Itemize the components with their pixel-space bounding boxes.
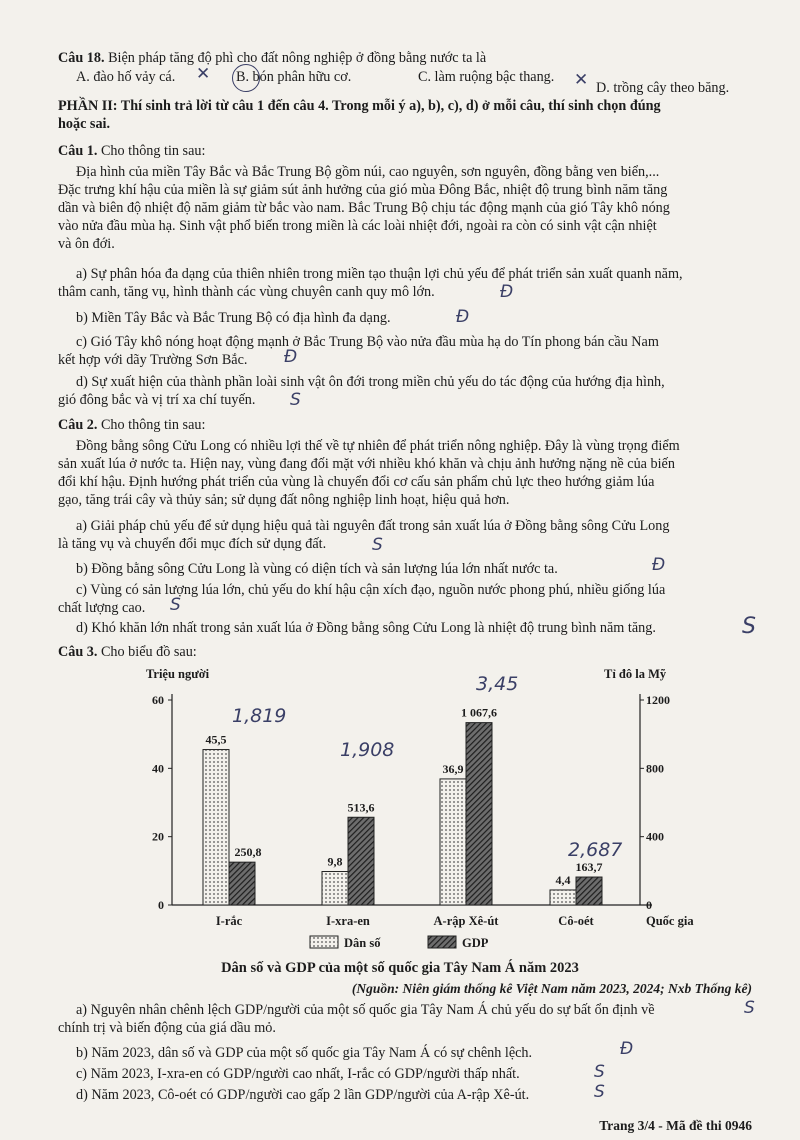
q18-stem: Biện pháp tăng độ phì cho đất nông nghiệp ở đồng bằng nước ta là: [108, 50, 487, 66]
handwritten-note: 2,687: [568, 839, 623, 861]
c2-paragraph-line: Đồng bằng sông Cửu Long có nhiều lợi thế về tự nhiên để phát triển nông nghiệp. Đây là vùng trọng điểm: [76, 438, 680, 454]
q18a-cross-mark: ✕: [196, 64, 211, 84]
right-axis-tick-label: 400: [646, 829, 664, 844]
c1-paragraph-line: Địa hình của miền Tây Bắc và Bắc Trung Bộ gồm núi, cao nguyên, sơn nguyên, đồng bằng ven biển,...: [76, 164, 660, 180]
left-axis-label: Triệu người: [146, 667, 210, 681]
c1-statement-a-cont: thâm canh, tăng vụ, hình thành các vùng chuyên canh quy mô lớn.: [58, 284, 435, 300]
chart-handwritten-notes: [232, 673, 622, 861]
c1a-mark: Đ: [500, 282, 514, 302]
chart-caption: Dân số và GDP của một số quốc gia Tây Nam Á năm 2023: [221, 960, 579, 976]
part2-heading-line1: PHẦN II: Thí sinh trả lời từ câu 1 đến câu 4. Trong mỗi ý a), b), c), d) ở mỗi câu, thí sinh chọn đúng: [58, 98, 661, 114]
c2a-mark: S: [372, 535, 383, 555]
left-axis-tick-label: 60: [152, 693, 164, 707]
c2b-mark: Đ: [652, 555, 666, 575]
c1-statement-b: b) Miền Tây Bắc và Bắc Trung Bộ có địa hình đa dạng.: [76, 310, 391, 326]
bar-population-label: 45,5: [205, 732, 227, 747]
bar-population: [440, 779, 466, 905]
c3-title: Câu 3.: [58, 644, 98, 660]
c2-statement-b: b) Đồng bằng sông Cửu Long là vùng có diện tích và sản lượng lúa lớn nhất nước ta.: [76, 561, 558, 577]
c3-statement-b: b) Năm 2023, dân số và GDP của một số quốc gia Tây Nam Á có sự chênh lệch.: [76, 1045, 533, 1061]
page-footer: Trang 3/4 - Mã đề thi 0946: [599, 1118, 752, 1133]
c1-paragraph-line: dần và biên độ nhiệt độ năm giảm từ bắc vào nam. Bắc Trung Bộ chịu tác động mạnh của gió Tây khô nóng: [58, 200, 670, 216]
c3-heading: [58, 644, 197, 661]
bar-gdp-label: 250,8: [234, 845, 262, 860]
c1-statement-d: d) Sự xuất hiện của thành phần loài sinh vật ôn đới trong miền chủ yếu do tác động của hướng địa hình,: [76, 374, 665, 390]
left-axis-tick-label: 0: [158, 898, 164, 912]
legend-gdp-label: GDP: [462, 936, 489, 950]
right-axis-tick-label: 800: [646, 761, 664, 776]
q18-option-b: B. bón phân hữu cơ.: [236, 69, 352, 85]
c2-statement-a: a) Giải pháp chủ yếu để sử dụng hiệu quả tài nguyên đất trong sản xuất lúa ở Đồng bằng sông Cửu Long: [76, 518, 670, 534]
c1-paragraph-line: vào nửa đầu mùa hạ. Sinh vật phổ biến trong miền là các loài nhiệt đới, ngoài ra còn có sinh vật cận nhiệt: [58, 218, 657, 234]
c2-heading: [58, 417, 205, 434]
handwritten-note: 1,908: [340, 739, 395, 761]
c1-paragraph-line: Đặc trưng khí hậu của miền là sự giảm sút ảnh hưởng của gió mùa Đông Bắc, nhiệt độ trung bình năm tăng: [58, 182, 668, 198]
handwritten-note: 1,819: [232, 705, 287, 727]
bar-gdp-label: 513,6: [347, 800, 375, 815]
c3c-mark: S: [594, 1062, 605, 1082]
q18-option-a: A. đào hố vảy cá.: [76, 69, 176, 85]
c1-statement-c-cont: kết hợp với dãy Trường Sơn Bắc.: [58, 352, 248, 368]
right-axis-tick-label: 0: [646, 898, 652, 912]
c1d-mark: S: [290, 390, 301, 410]
c3-statement-c: c) Năm 2023, I-xra-en có GDP/người cao nhất, I-rắc có GDP/người thấp nhất.: [76, 1066, 520, 1082]
c2-statement-c-cont: chất lượng cao.: [58, 600, 146, 616]
c2c-mark: S: [170, 595, 181, 615]
bar-population: [203, 750, 229, 905]
c2-title: Câu 2.: [58, 417, 98, 433]
c1-title: Câu 1.: [58, 143, 98, 159]
bar-population-label: 36,9: [442, 761, 464, 776]
q18-stem-line: [58, 50, 486, 67]
part2-heading-line2: hoặc sai.: [58, 116, 111, 132]
category-label: Cô-oét: [558, 914, 594, 928]
c2d-mark: S: [742, 614, 756, 639]
bar-population: [550, 890, 576, 905]
c2-paragraph-line: đổi khí hậu. Định hướng phát triển của vùng là chuyển đổi cơ cấu sản phẩm chủ lực theo hướng giảm lúa: [58, 474, 655, 490]
bar-gdp: [466, 723, 492, 905]
c2-statement-d: d) Khó khăn lớn nhất trong sản xuất lúa ở Đồng bằng sông Cửu Long là nhiệt độ trung bình năm tăng.: [76, 620, 656, 636]
bar-gdp: [229, 862, 255, 905]
bar-gdp-label: 1 067,6: [461, 705, 497, 720]
bar-population-label: 9,8: [327, 854, 343, 869]
c2-statement-a-cont: là tăng vụ và chuyển đổi mục đích sử dụng đất.: [58, 536, 327, 552]
c3-title-rest: Cho biểu đồ sau:: [97, 644, 197, 660]
population-gdp-chart: [0, 660, 800, 960]
right-axis-tick-label: 1200: [646, 693, 670, 707]
category-label: I-xra-en: [326, 914, 370, 928]
q18-option-c: C. làm ruộng bậc thang.: [418, 69, 555, 85]
c2-paragraph-line: sản xuất lúa ở nước ta. Hiện nay, vùng đang đối mặt với nhiều khó khăn và chịu ảnh hưởng nặng nề của biến: [58, 456, 675, 472]
c1-statement-d-cont: gió đông bắc và vị trí xa chí tuyến.: [58, 392, 256, 408]
c1c-mark: Đ: [284, 347, 298, 367]
chart-source: (Nguồn: Niên giám thống kê Việt Nam năm 2023, 2024; Nxb Thống kê): [351, 981, 752, 996]
c1b-mark: Đ: [456, 307, 470, 327]
q18-title: Câu 18.: [58, 50, 105, 66]
c1-paragraph-line: và ôn đới.: [58, 236, 115, 252]
c2-title-rest: Cho thông tin sau:: [97, 417, 206, 433]
q18c-cross-mark: ✕: [574, 70, 589, 90]
chart-legend: [310, 936, 489, 950]
c3-statement-d: d) Năm 2023, Cô-oét có GDP/người cao gấp 2 lần GDP/người của A-rập Xê-út.: [76, 1087, 530, 1103]
c3-statement-a: a) Nguyên nhân chênh lệch GDP/người của một số quốc gia Tây Nam Á chủ yếu do sự bất ổn định về: [76, 1002, 655, 1018]
category-label: A-rập Xê-út: [433, 914, 499, 928]
right-axis-label: Tỉ đô la Mỹ: [604, 667, 667, 681]
category-label: I-rắc: [215, 914, 243, 928]
legend-population-label: Dân số: [344, 936, 381, 950]
c1-statement-a: a) Sự phân hóa đa dạng của thiên nhiên trong miền tạo thuận lợi chủ yếu để phát triển sản xuất quanh năm,: [76, 266, 683, 282]
q18-option-d: D. trồng cây theo băng.: [596, 80, 730, 96]
c3-statement-a-cont: chính trị và biến động của giá dầu mỏ.: [58, 1020, 276, 1036]
left-axis-tick-label: 40: [152, 761, 164, 776]
legend-gdp-swatch: [428, 936, 456, 948]
c3d-mark: S: [594, 1082, 605, 1102]
c2-paragraph-line: gạo, tăng trái cây và thủy sản; sử dụng đất nông nghiệp linh hoạt, hiệu quả hơn.: [58, 492, 510, 508]
chart-bars: [203, 723, 602, 905]
c1-heading: [58, 143, 205, 160]
legend-population-swatch: [310, 936, 338, 948]
c1-title-rest: Cho thông tin sau:: [97, 143, 206, 159]
c2-statement-c: c) Vùng có sản lượng lúa lớn, chủ yếu do khí hậu cận xích đạo, nguồn nước phong phú, nhiều giống lúa: [76, 582, 666, 598]
c3a-mark: S: [744, 998, 755, 1018]
bar-gdp: [576, 877, 602, 905]
c3b-mark: Đ: [620, 1039, 634, 1059]
chart-labels: [206, 706, 603, 928]
left-axis-tick-label: 20: [152, 829, 164, 844]
c1-statement-c: c) Gió Tây khô nóng hoạt động mạnh ở Bắc Trung Bộ vào nửa đầu mùa hạ do Tín phong bán cầu Nam: [76, 334, 659, 350]
x-axis-label: Quốc gia: [646, 914, 694, 928]
handwritten-note: 3,45: [476, 673, 519, 695]
bar-population: [322, 872, 348, 905]
q18-answer-circle: [232, 64, 260, 92]
bar-population-label: 4,4: [555, 872, 571, 887]
bar-gdp-label: 163,7: [575, 860, 603, 875]
bar-gdp: [348, 817, 374, 905]
